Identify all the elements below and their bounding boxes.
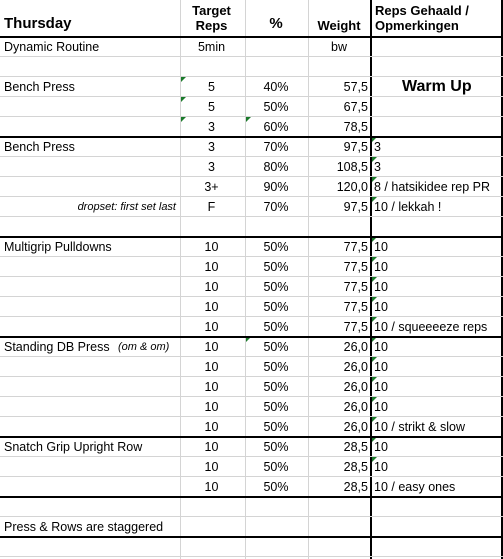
percent-cell[interactable]: 50% [263,360,289,374]
exercise-cell[interactable]: Press & Rows are staggered [4,520,164,534]
comment-marker-icon [372,457,377,462]
comment-marker-icon [372,157,377,162]
percent-cell[interactable]: 60% [263,120,289,134]
percent-cell[interactable]: 90% [263,180,289,194]
weight-cell[interactable]: 77,5 [343,300,368,314]
comment-marker-icon [372,377,377,382]
weight-cell[interactable]: 78,5 [343,120,368,134]
grid-row-line [0,156,503,157]
header-target-reps[interactable]: Target Reps [192,3,231,33]
percent-cell[interactable]: 50% [263,380,289,394]
percent-cell[interactable]: 70% [263,140,289,154]
reps-cell[interactable]: 3+ [204,180,219,194]
note-cell[interactable]: 10 [374,340,388,354]
percent-cell[interactable]: 50% [263,480,289,494]
grid-row-line [0,476,503,477]
grid-row-line [0,296,503,297]
weight-cell[interactable]: 26,0 [343,400,368,414]
percent-cell[interactable]: 40% [263,80,289,94]
percent-cell[interactable]: 50% [263,320,289,334]
exercise-cell[interactable]: dropset: first set last [77,201,176,213]
percent-cell[interactable]: 50% [263,420,289,434]
header-weight[interactable]: Weight [317,18,361,33]
header-notes[interactable]: Reps Gehaald / Opmerkingen [375,3,469,33]
reps-cell[interactable]: 10 [204,360,219,374]
weight-cell[interactable]: 97,5 [343,200,368,214]
percent-cell[interactable]: 50% [263,100,289,114]
exercise-cell[interactable]: Multigrip Pulldowns [4,240,112,254]
note-cell[interactable]: 10 [374,440,388,454]
weight-cell[interactable]: 97,5 [343,140,368,154]
exercise-cell[interactable]: Bench Press [4,80,75,94]
grid-row-line [0,536,503,538]
reps-cell[interactable]: 10 [204,300,219,314]
grid-row-line [0,76,503,77]
weight-cell[interactable]: 108,5 [336,160,368,174]
note-cell[interactable]: 3 [374,160,381,174]
comment-marker-icon [246,117,251,122]
reps-cell[interactable]: 10 [204,480,219,494]
exercise-cell[interactable]: Standing DB Press [4,340,110,354]
reps-cell[interactable]: 3 [208,160,215,174]
comment-marker-icon [181,77,186,82]
weight-cell[interactable]: 77,5 [343,260,368,274]
reps-cell[interactable]: 10 [204,320,219,334]
percent-cell[interactable]: 80% [263,160,289,174]
comment-marker-icon [181,117,186,122]
comment-marker-icon [372,317,377,322]
reps-cell[interactable]: 10 [204,380,219,394]
note-cell[interactable]: 10 / lekkah ! [374,200,442,214]
weight-cell[interactable]: 57,5 [343,80,368,94]
note-cell[interactable]: 10 [374,460,388,474]
header-day[interactable]: Thursday [4,15,72,32]
reps-cell[interactable]: 10 [204,460,219,474]
warmup-label[interactable]: Warm Up [402,78,472,95]
percent-cell[interactable]: 50% [263,340,289,354]
comment-marker-icon [372,357,377,362]
note-cell[interactable]: 10 [374,300,388,314]
weight-cell[interactable]: 26,0 [343,420,368,434]
comment-marker-icon [372,177,377,182]
grid-row-line [0,376,503,377]
weight-cell[interactable]: 28,5 [343,480,368,494]
reps-cell[interactable]: 10 [204,260,219,274]
grid-row-line [0,216,503,217]
weight-cell[interactable]: 120,0 [336,180,368,194]
note-cell[interactable]: 8 / hatsikidee rep PR [374,180,491,194]
note-cell[interactable]: 10 / easy ones [374,480,456,494]
reps-cell[interactable]: 10 [204,420,219,434]
reps-cell[interactable]: 10 [204,340,219,354]
grid-row-line [0,176,503,177]
reps-cell[interactable]: 10 [204,240,219,254]
comment-marker-icon [372,277,377,282]
percent-cell[interactable]: 50% [263,260,289,274]
reps-cell[interactable]: 10 [204,400,219,414]
percent-cell[interactable]: 50% [263,440,289,454]
grid-row-line [0,256,503,257]
exercise-cell[interactable]: Snatch Grip Upright Row [4,440,143,454]
weight-cell[interactable]: bw [331,40,347,54]
weight-cell[interactable]: 77,5 [343,320,368,334]
reps-cell[interactable]: 3 [208,140,215,154]
weight-cell[interactable]: 26,0 [343,340,368,354]
weight-cell[interactable]: 26,0 [343,380,368,394]
weight-cell[interactable]: 28,5 [343,440,368,454]
comment-marker-icon [372,257,377,262]
grid-row-line [0,436,503,438]
comment-marker-icon [372,197,377,202]
grid-row-line [0,496,503,498]
note-cell[interactable]: 10 / squeeeeze reps [374,320,488,334]
note-cell[interactable]: 10 / strikt & slow [374,420,465,434]
grid-row-line [0,456,503,457]
weight-cell[interactable]: 77,5 [343,240,368,254]
comment-marker-icon [372,397,377,402]
grid-row-line [0,356,503,357]
note-cell[interactable]: 10 [374,360,388,374]
weight-cell[interactable]: 77,5 [343,280,368,294]
note-cell[interactable]: 10 [374,280,388,294]
percent-cell[interactable]: 50% [263,280,289,294]
note-cell[interactable]: 3 [374,140,381,154]
note-cell[interactable]: 10 [374,400,388,414]
note-cell[interactable]: 10 [374,240,388,254]
exercise-subnote[interactable]: (om & om) [118,341,170,353]
note-cell[interactable]: 10 [374,260,388,274]
grid-row-line [0,136,503,138]
grid-row-line [0,116,503,117]
percent-cell[interactable]: 50% [263,240,289,254]
percent-cell[interactable]: 50% [263,400,289,414]
weight-cell[interactable]: 28,5 [343,460,368,474]
exercise-cell[interactable]: Dynamic Routine [4,40,100,54]
percent-cell[interactable]: 70% [263,200,289,214]
comment-marker-icon [372,297,377,302]
comment-marker-icon [181,97,186,102]
grid-row-line [0,236,503,238]
grid-row-line [0,396,503,397]
grid-row-line [0,96,503,97]
grid-row-line [0,516,503,517]
header-percent[interactable]: % [269,15,283,32]
grid-row-line [0,416,503,417]
weight-cell[interactable]: 67,5 [343,100,368,114]
comment-marker-icon [372,417,377,422]
grid-row-line [0,276,503,277]
percent-cell[interactable]: 50% [263,300,289,314]
grid-row-line [0,556,503,557]
reps-cell[interactable]: 10 [204,440,219,454]
reps-cell[interactable]: 10 [204,280,219,294]
grid-row-line [0,336,503,338]
reps-cell[interactable]: F [207,200,216,214]
grid-row-line [0,56,503,57]
exercise-cell[interactable]: Bench Press [4,140,75,154]
note-cell[interactable]: 10 [374,380,388,394]
grid-row-line [0,196,503,197]
reps-cell[interactable]: 3 [208,120,215,134]
percent-cell[interactable]: 50% [263,460,289,474]
reps-cell[interactable]: 5min [197,40,226,54]
grid-row-line [0,316,503,317]
weight-cell[interactable]: 26,0 [343,360,368,374]
reps-cell[interactable]: 5 [208,80,215,94]
grid-row-line [0,36,503,38]
reps-cell[interactable]: 5 [208,100,215,114]
